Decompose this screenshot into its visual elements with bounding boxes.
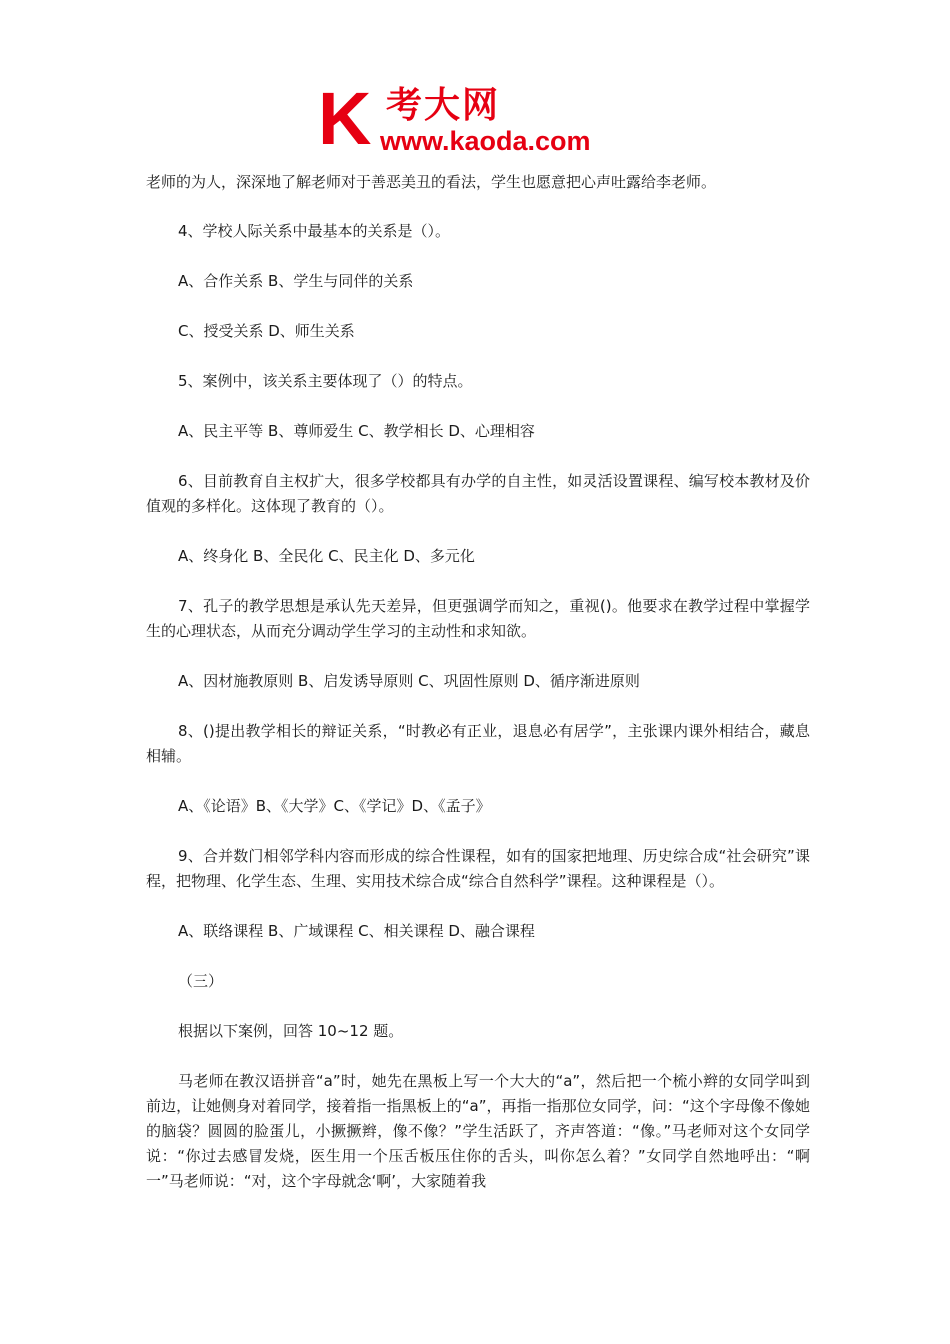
question-4-options-ab: A、合作关系 B、学生与同伴的关系	[178, 272, 414, 290]
question-5: 5、案例中，该关系主要体现了（）的特点。	[178, 372, 473, 390]
question-9: 9、合并数门相邻学科内容而形成的综合性课程，如有的国家把地理、历史综合成“社会研究”课程，把物理、化学生态、生理、实用技术综合成“综合自然科学”课程。这种课程是（）。	[146, 847, 810, 890]
question-6: 6、目前教育自主权扩大，很多学校都具有办学的自主性，如灵活设置课程、编写校本教材及价值观的多样化。这体现了教育的（）。	[146, 472, 810, 515]
case-paragraph: 马老师在教汉语拼音“a”时，她先在黑板上写一个大大的“a”，然后把一个梳小辫的女同学叫到前边，让她侧身对着同学，接着指一指黑板上的“a”，再指一指那位女同学，问：“这个字母像不像她的脑袋？圆圆的脸蛋儿，小撅撅辫，像不像？”学生活跃了，齐声答道：“像。”马老师对这个女同学说：“你过去感冒发烧，医生用一个压舌板压住你的舌头，叫你怎么着？”女同学自然地呼出：“啊一”马老师说：“对，这个字母就念‘啊’，大家随着我	[146, 1072, 810, 1190]
question-8-options: A、《论语》B、《大学》C、《学记》D、《孟子》	[178, 797, 491, 815]
question-5-options: A、民主平等 B、尊师爱生 C、教学相长 D、心理相容	[178, 422, 535, 440]
question-4: 4、学校人际关系中最基本的关系是（）。	[178, 222, 451, 240]
section-heading: （三）	[178, 972, 224, 990]
logo-name: 考大网	[386, 85, 501, 126]
question-9-options: A、联络课程 B、广域课程 C、相关课程 D、融合课程	[178, 922, 535, 940]
logo-mark: K	[318, 77, 370, 160]
document-body	[146, 170, 810, 1219]
logo-url: www.kaoda.com	[380, 126, 591, 156]
continuation-paragraph: 老师的为人，深深地了解老师对于善恶美丑的看法，学生也愿意把心声吐露给李老师。	[146, 173, 717, 191]
question-4-options-cd: C、授受关系 D、师生关系	[178, 322, 355, 340]
question-8: 8、()提出教学相长的辩证关系，“时教必有正业，退息必有居学”，主张课内课外相结合，藏息相辅。	[146, 722, 810, 765]
question-6-options: A、终身化 B、全民化 C、民主化 D、多元化	[178, 547, 475, 565]
question-7-options: A、因材施教原则 B、启发诱导原则 C、巩固性原则 D、循序渐进原则	[178, 672, 640, 690]
case-instructions: 根据以下案例，回答 10~12 题。	[178, 1022, 404, 1040]
kaoda-logo[interactable]	[318, 77, 638, 160]
question-7: 7、孔子的教学思想是承认先天差异，但更强调学而知之，重视()。他要求在教学过程中掌握学生的心理状态，从而充分调动学生学习的主动性和求知欲。	[146, 597, 810, 640]
